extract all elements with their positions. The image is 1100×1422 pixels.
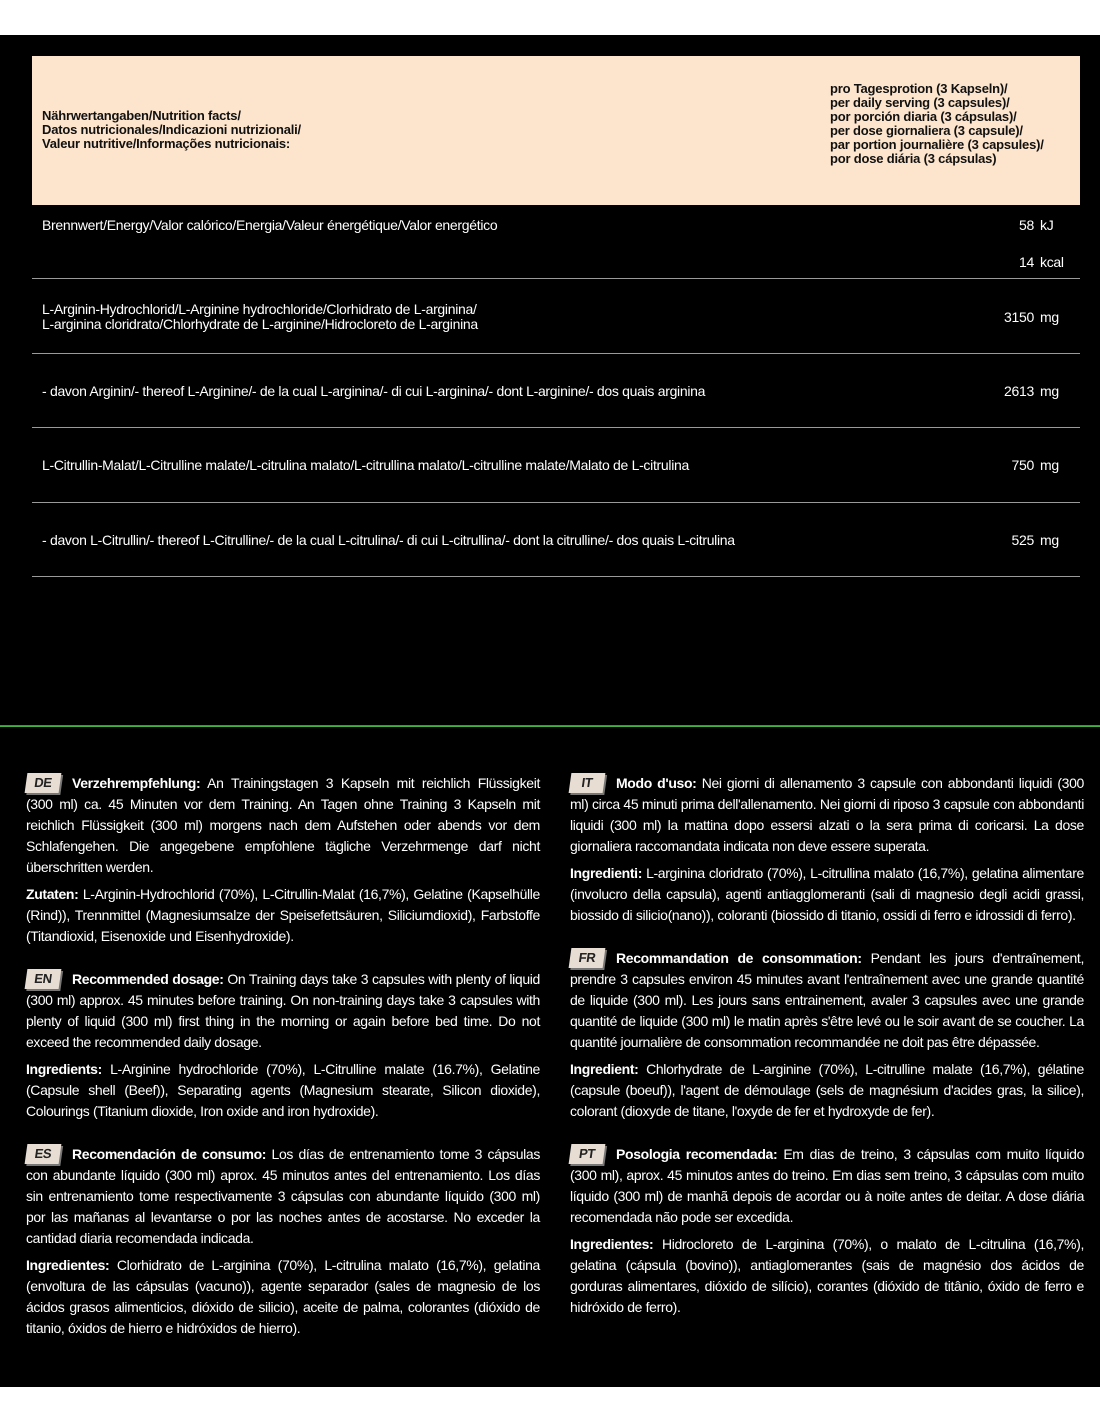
nutrient-name: L-arginina cloridrato/Chlorhydrate de L-arginine/Hidrocloreto de L-arginina — [42, 316, 478, 332]
dosage-title: Recomendación de consumo: — [72, 1146, 267, 1162]
nutrition-row-citrulline-malate — [32, 428, 1080, 503]
dosage-title: Verzehrempfehlung: — [72, 775, 201, 791]
lang-block-de — [26, 773, 540, 947]
lang-block-fr — [570, 948, 1084, 1122]
dosage-text: An Trainingstagen 3 Kapseln mit reichlich Flüssigkeit (300 ml) ca. 45 Minuten vor dem Training. An Tagen ohne Training 3 Kapseln mit reichlich Flüssigkeit (300 ml) morgens nach dem Aufstehen oder abends vor dem Schlafengehen. Die angegebene empfohlene tägliche Verzehrmenge darf nicht überschritten werden. — [26, 775, 540, 875]
nutrient-name: L-Arginin-Hydrochlorid/L-Arginine hydrochloride/Clorhidrato de L-arginina/ — [42, 301, 477, 317]
nutrition-header — [32, 56, 1080, 205]
ingredients-title: Zutaten: — [26, 886, 79, 902]
ingredients-text: L-arginina cloridrato (70%), L-citrullina malato (16,7%), gelatina alimentare (involucro della capsula), agenti antiagglomeranti (sali di magnesio degli acidi grassi, biossido di silicio(nano)), coloranti (biossido di titanio, ossidi di ferro e idrossidi di ferro). — [570, 865, 1084, 923]
ingredients-paragraph — [570, 863, 1084, 926]
nutrient-unit: kcal — [1040, 254, 1064, 270]
dosage-title: Modo d'uso: — [616, 775, 697, 791]
nutrient-value: 58 — [1019, 217, 1034, 233]
dosage-paragraph — [26, 1144, 540, 1249]
right-column — [570, 773, 1084, 1340]
serving-line: par portion journalière (3 capsules)/ — [830, 137, 1044, 152]
ingredients-text: L-Arginin-Hydrochlorid (70%), L-Citrullin-Malat (16,7%), Gelatine (Kapselhülle (Rind)), Trennmittel (Magnesiumsalze der Speisefettsäuren, Siliciumdioxid), Farbstoffe (Titandioxid, Eisenoxide und Eisenhydroxide). — [26, 886, 540, 944]
ingredients-title: Ingredient: — [570, 1061, 639, 1077]
nutrient-value: 2613 — [1004, 383, 1034, 399]
language-badge-en: EN — [25, 969, 62, 989]
lang-block-it — [570, 773, 1084, 926]
dosage-paragraph — [26, 773, 540, 878]
dosage-text: Em dias de treino, 3 cápsulas com muito líquido (300 ml), aprox. 45 minutos antes do treino. Em dias sem treino, 3 cápsulas com muito líquido (300 ml) de manhã depois de acordar ou à noite antes de deitar. A dose diária recomendada não pode ser excedida. — [570, 1146, 1084, 1225]
ingredients-paragraph — [570, 1234, 1084, 1318]
ingredients-title: Ingredients: — [26, 1061, 102, 1077]
nutrient-value: 750 — [1011, 457, 1034, 473]
nutrition-row-citrulline — [32, 503, 1080, 577]
nutrient-value: 14 — [1019, 254, 1034, 270]
header-title-line: Valeur nutritive/Informações nutricionais: — [42, 136, 291, 151]
dosage-paragraph — [570, 948, 1084, 1053]
ingredients-paragraph — [26, 1059, 540, 1122]
nutrient-unit: mg — [1040, 383, 1059, 399]
serving-line: por dose diária (3 cápsulas) — [830, 151, 997, 166]
nutrient-name: - davon L-Citrullin/- thereof L-Citrulline/- de la cual L-citrulina/- di cui L-citrullina/- dont la citrulline/- dos quais L-citrulina — [42, 532, 735, 548]
nutrient-name: L-Citrullin-Malat/L-Citrulline malate/L-citrulina malato/L-citrullina malato/L-citrulline malate/Malato de L-citrulina — [42, 457, 689, 473]
ingredients-title: Ingredientes: — [26, 1257, 110, 1273]
ingredients-text: Hidrocloreto de L-arginina (70%), o malato de L-citrulina (16,7%), gelatina (cápsula (bovino)), antiaglomerantes (sais de magnésio dos ácidos de gorduras alimentares, dióxido de silício), corantes (dióxido de titânio, óxido de ferro e hidróxido de ferro). — [570, 1236, 1084, 1315]
serving-size-header — [830, 82, 1044, 166]
dosage-title: Recommended dosage: — [72, 971, 224, 987]
dosage-title: Posologia recomendada: — [616, 1146, 778, 1162]
dosage-paragraph — [570, 773, 1084, 857]
language-badge-fr: FR — [569, 948, 606, 968]
nutrient-unit: mg — [1040, 457, 1059, 473]
ingredients-paragraph — [26, 1255, 540, 1339]
nutrient-name: Brennwert/Energy/Valor calórico/Energia/Valeur énergétique/Valor energético — [42, 217, 498, 233]
dosage-text: Pendant les jours d'entraînement, prendre 3 capsules environ 45 minutes avant l'entraînement avec une grande quantité de liquide (300 ml). Les jours sans entrainement, avaler 3 capsules avec une grande quantité de liquide (300 ml) le matin après s'être levé ou le soir avant de se coucher. La quantité journalière de consommation recommandée ne doit pas être dépassée. — [570, 950, 1084, 1050]
header-title-line: Nährwertangaben/Nutrition facts/ — [42, 108, 241, 123]
language-badge-es: ES — [25, 1144, 62, 1164]
nutrition-row-arginine-hcl — [32, 279, 1080, 354]
nutrition-row-energy — [32, 205, 1080, 279]
ingredients-title: Ingredienti: — [570, 865, 643, 881]
dosage-text: Nei giorni di allenamento 3 capsule con abbondanti liquidi (300 ml) circa 45 minuti prima dell'allenamento. Nei giorni di riposo 3 capsule con abbondanti liquidi (300 ml) la mattina dopo essersi alzati o la sera prima di coricarsi. La dose giornaliera raccomandata indicata non deve essere superata. — [570, 775, 1084, 854]
serving-line: por porción diaria (3 cápsulas)/ — [830, 109, 1017, 124]
label-panel — [0, 35, 1100, 1387]
language-badge-it: IT — [569, 773, 606, 793]
nutrient-unit: mg — [1040, 532, 1059, 548]
nutrition-header-title — [42, 109, 301, 151]
nutrient-unit: kJ — [1040, 217, 1054, 233]
language-badge-pt: PT — [569, 1144, 606, 1164]
nutrient-name: - davon Arginin/- thereof L-Arginine/- de la cual L-arginina/- di cui L-arginina/- dont L-arginine/- dos quais arginina — [42, 383, 706, 399]
serving-line: per dose giornaliera (3 capsule)/ — [830, 123, 1023, 138]
lang-block-en — [26, 969, 540, 1122]
nutrient-value: 3150 — [1004, 309, 1034, 325]
green-divider — [0, 725, 1100, 727]
dosage-title: Recommandation de consommation: — [616, 950, 862, 966]
language-badge-de: DE — [25, 773, 62, 793]
nutrition-row-arginine — [32, 354, 1080, 428]
serving-line: per daily serving (3 capsules)/ — [830, 95, 1010, 110]
ingredients-paragraph — [26, 884, 540, 947]
dosage-paragraph — [570, 1144, 1084, 1228]
ingredients-text: Chlorhydrate de L-arginine (70%), L-citrulline malate (16,7%), gélatine (capsule (boeuf)), l'agent de démoulage (sels de magnésium d'acides gras, la silice), colorant (dioxyde de titane, l'oxyde de fer et hydroxyde de fer). — [570, 1061, 1084, 1119]
nutrient-value: 525 — [1011, 532, 1034, 548]
dosage-text: On Training days take 3 capsules with plenty of liquid (300 ml) approx. 45 minutes before training. On non-training days take 3 capsules with plenty of liquid (300 ml) first thing in the morning or again before bed time. Do not exceed the recommended daily dosage. — [26, 971, 540, 1050]
ingredients-text: L-Arginine hydrochloride (70%), L-Citrulline malate (16.7%), Gelatine (Capsule shell (Beef)), Separating agents (Magnesium stearate, Silicon dioxide), Colourings (Titanium dioxide, Iron oxide and iron hydroxide). — [26, 1061, 540, 1119]
dosage-text: Los días de entrenamiento tome 3 cápsulas con abundante líquido (300 ml) aprox. 45 minutos antes del entrenamiento. Los días sin entrenamiento tome respectivamente 3 cápsulas con abundante líquido (300 ml) por las mañanas al levantarse o por las noches antes de acostarse. No exceder la cantidad diaria recomendada indicada. — [26, 1146, 540, 1246]
lang-block-es — [26, 1144, 540, 1339]
lang-block-pt — [570, 1144, 1084, 1318]
left-column — [26, 773, 540, 1361]
ingredients-text: Clorhidrato de L-arginina (70%), L-citrulina malato (16,7%), gelatina (envoltura de las cápsulas (vacuno)), agente separador (sales de magnesio de los ácidos grasos alimenticios, dióxido de silicio), aceite de palma, colorantes (dióxido de titanio, óxidos de hierro e hidróxidos de hierro). — [26, 1257, 540, 1336]
nutrient-unit: mg — [1040, 309, 1059, 325]
ingredients-title: Ingredientes: — [570, 1236, 654, 1252]
serving-line: pro Tagesprotion (3 Kapseln)/ — [830, 81, 1008, 96]
dosage-paragraph — [26, 969, 540, 1053]
ingredients-paragraph — [570, 1059, 1084, 1122]
header-title-line: Datos nutricionales/Indicazioni nutrizionali/ — [42, 122, 301, 137]
